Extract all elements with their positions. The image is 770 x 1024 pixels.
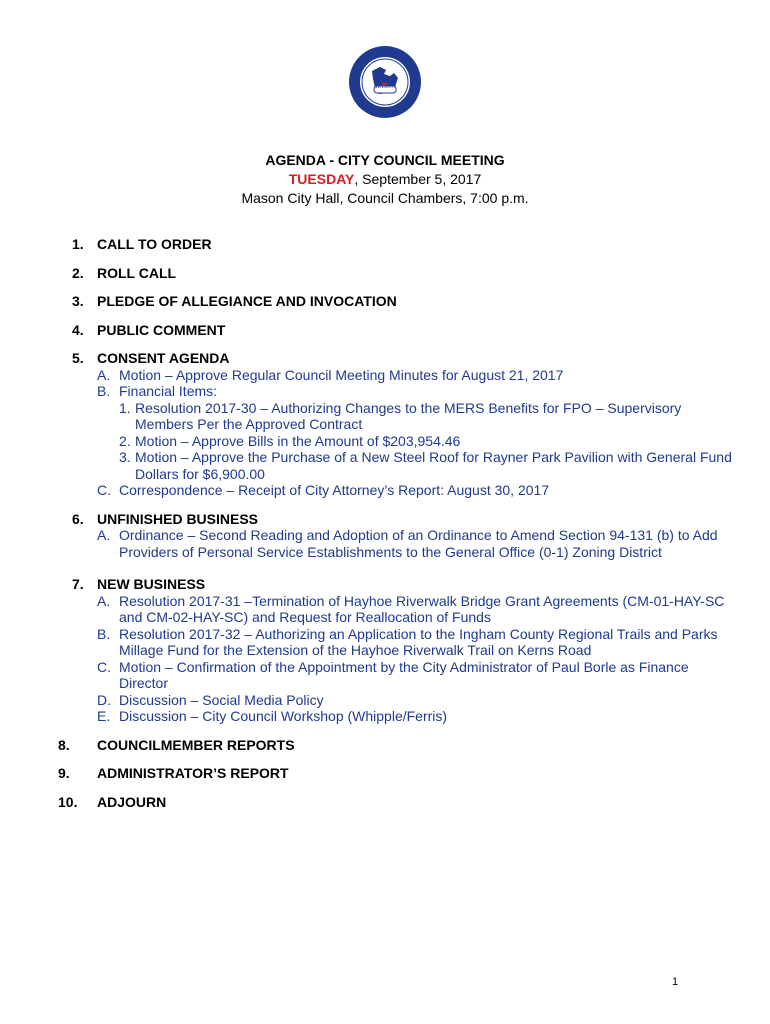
meeting-day: TUESDAY [288,171,355,187]
sub-sub-number: 2. [119,432,131,449]
item-number: 5. [72,350,84,366]
page-number: 1 [672,976,679,988]
city-seal-graphic [348,45,422,119]
item-number: 7. [72,576,84,592]
city-seal [348,45,422,119]
sub-letter: A. [97,527,111,543]
sub-letter: D. [97,691,111,708]
sub-letter: C. [97,482,111,498]
item-label: ROLL CALL [97,264,177,281]
sub-letter: A. [97,592,111,609]
meeting-date-line [0,171,770,187]
item-label: PLEDGE OF ALLEGIANCE AND INVOCATION [97,293,397,309]
sub-item [97,659,740,692]
agenda-item [70,511,740,528]
agenda-item [70,293,740,310]
item-label: ADMINISTRATOR’S REPORT [97,765,289,781]
item-label: UNFINISHED BUSINESS [97,510,259,527]
item-number: 8. [58,736,70,753]
sub-text: Discussion – City Council Workshop (Whipple/Ferris) [119,708,448,724]
sub-item [97,593,740,626]
sub-letter: B. [97,625,111,642]
agenda-item [70,322,740,339]
item-label: ADJOURN [97,793,167,810]
sub-sub-item [119,449,740,482]
meeting-date: , September 5, 2017 [354,171,482,187]
agenda-item [58,793,740,811]
item-number: 2. [72,264,84,281]
sub-item [97,482,740,499]
sub-item [97,367,740,384]
sub-sub-text: Resolution 2017-30 – Authorizing Changes to the MERS Benefits for FPO – Supervisory Members Per the Approved Contract [135,399,682,432]
item-number: 3. [72,293,84,309]
item-number: 6. [72,510,84,527]
sub-text: Discussion – Social Media Policy [119,691,324,708]
item-label: NEW BUSINESS [97,576,206,592]
item-number: 1. [72,236,84,252]
item-label: PUBLIC COMMENT [97,321,226,338]
item-number: 9. [58,765,70,781]
sub-sub-item [119,433,740,450]
item-label: COUNCILMEMBER REPORTS [97,736,295,753]
item-number: 4. [72,321,84,338]
sub-letter: E. [97,708,111,724]
sub-item [97,626,740,659]
agenda-item [70,265,740,282]
agenda-list [58,236,740,810]
agenda-item [70,576,740,593]
sub-text: Ordinance – Second Reading and Adoption of an Ordinance to Amend Section 94-131 (b) to Add Providers of Personal Service Establishments to the General Office (0-1) Zoning District [119,527,718,560]
item-label: CONSENT AGENDA [97,350,230,366]
agenda-item [58,736,740,754]
sub-text: Resolution 2017-31 –Termination of Hayhoe Riverwalk Bridge Grant Agreements (CM-01-HAY-SC and CM-02-HAY-SC) and Request for Reallocation of Funds [119,592,725,625]
item-label: CALL TO ORDER [97,236,212,252]
agenda-item [70,350,740,367]
sub-item [97,708,740,725]
sub-letter: A. [97,366,111,383]
sub-text: Financial Items: [119,383,218,399]
sub-letter: C. [97,658,111,675]
sub-item [97,527,740,560]
sub-item [97,383,740,400]
sub-text: Correspondence – Receipt of City Attorney’s Report: August 30, 2017 [119,482,550,498]
sub-text: Resolution 2017-32 – Authorizing an Application to the Ingham County Regional Trails and Parks Millage Fund for the Extension of the Hayhoe Riverwalk Trail on Kerns Road [119,625,718,658]
agenda-title: AGENDA - CITY COUNCIL MEETING [265,152,505,168]
agenda-item [58,765,740,782]
sub-sub-text: Motion – Approve the Purchase of a New Steel Roof for Rayner Park Pavilion with General Fund Dollars for $6,900.00 [135,449,732,482]
sub-text: Motion – Confirmation of the Appointment by the City Administrator of Paul Borle as Finance Director [119,658,689,691]
item-number: 10. [58,793,78,810]
agenda-item [70,236,740,253]
sub-text: Motion – Approve Regular Council Meeting Minutes for August 21, 2017 [119,366,564,383]
sub-item [97,692,740,709]
seal-center-text: MASON [374,84,396,90]
sub-sub-number: 3. [119,449,131,465]
sub-sub-item [119,400,740,433]
sub-sub-text: Motion – Approve Bills in the Amount of $203,954.46 [135,432,461,449]
meeting-location: Mason City Hall, Council Chambers, 7:00 p.m. [241,190,529,206]
sub-sub-number: 1. [119,399,131,416]
sub-letter: B. [97,383,111,399]
